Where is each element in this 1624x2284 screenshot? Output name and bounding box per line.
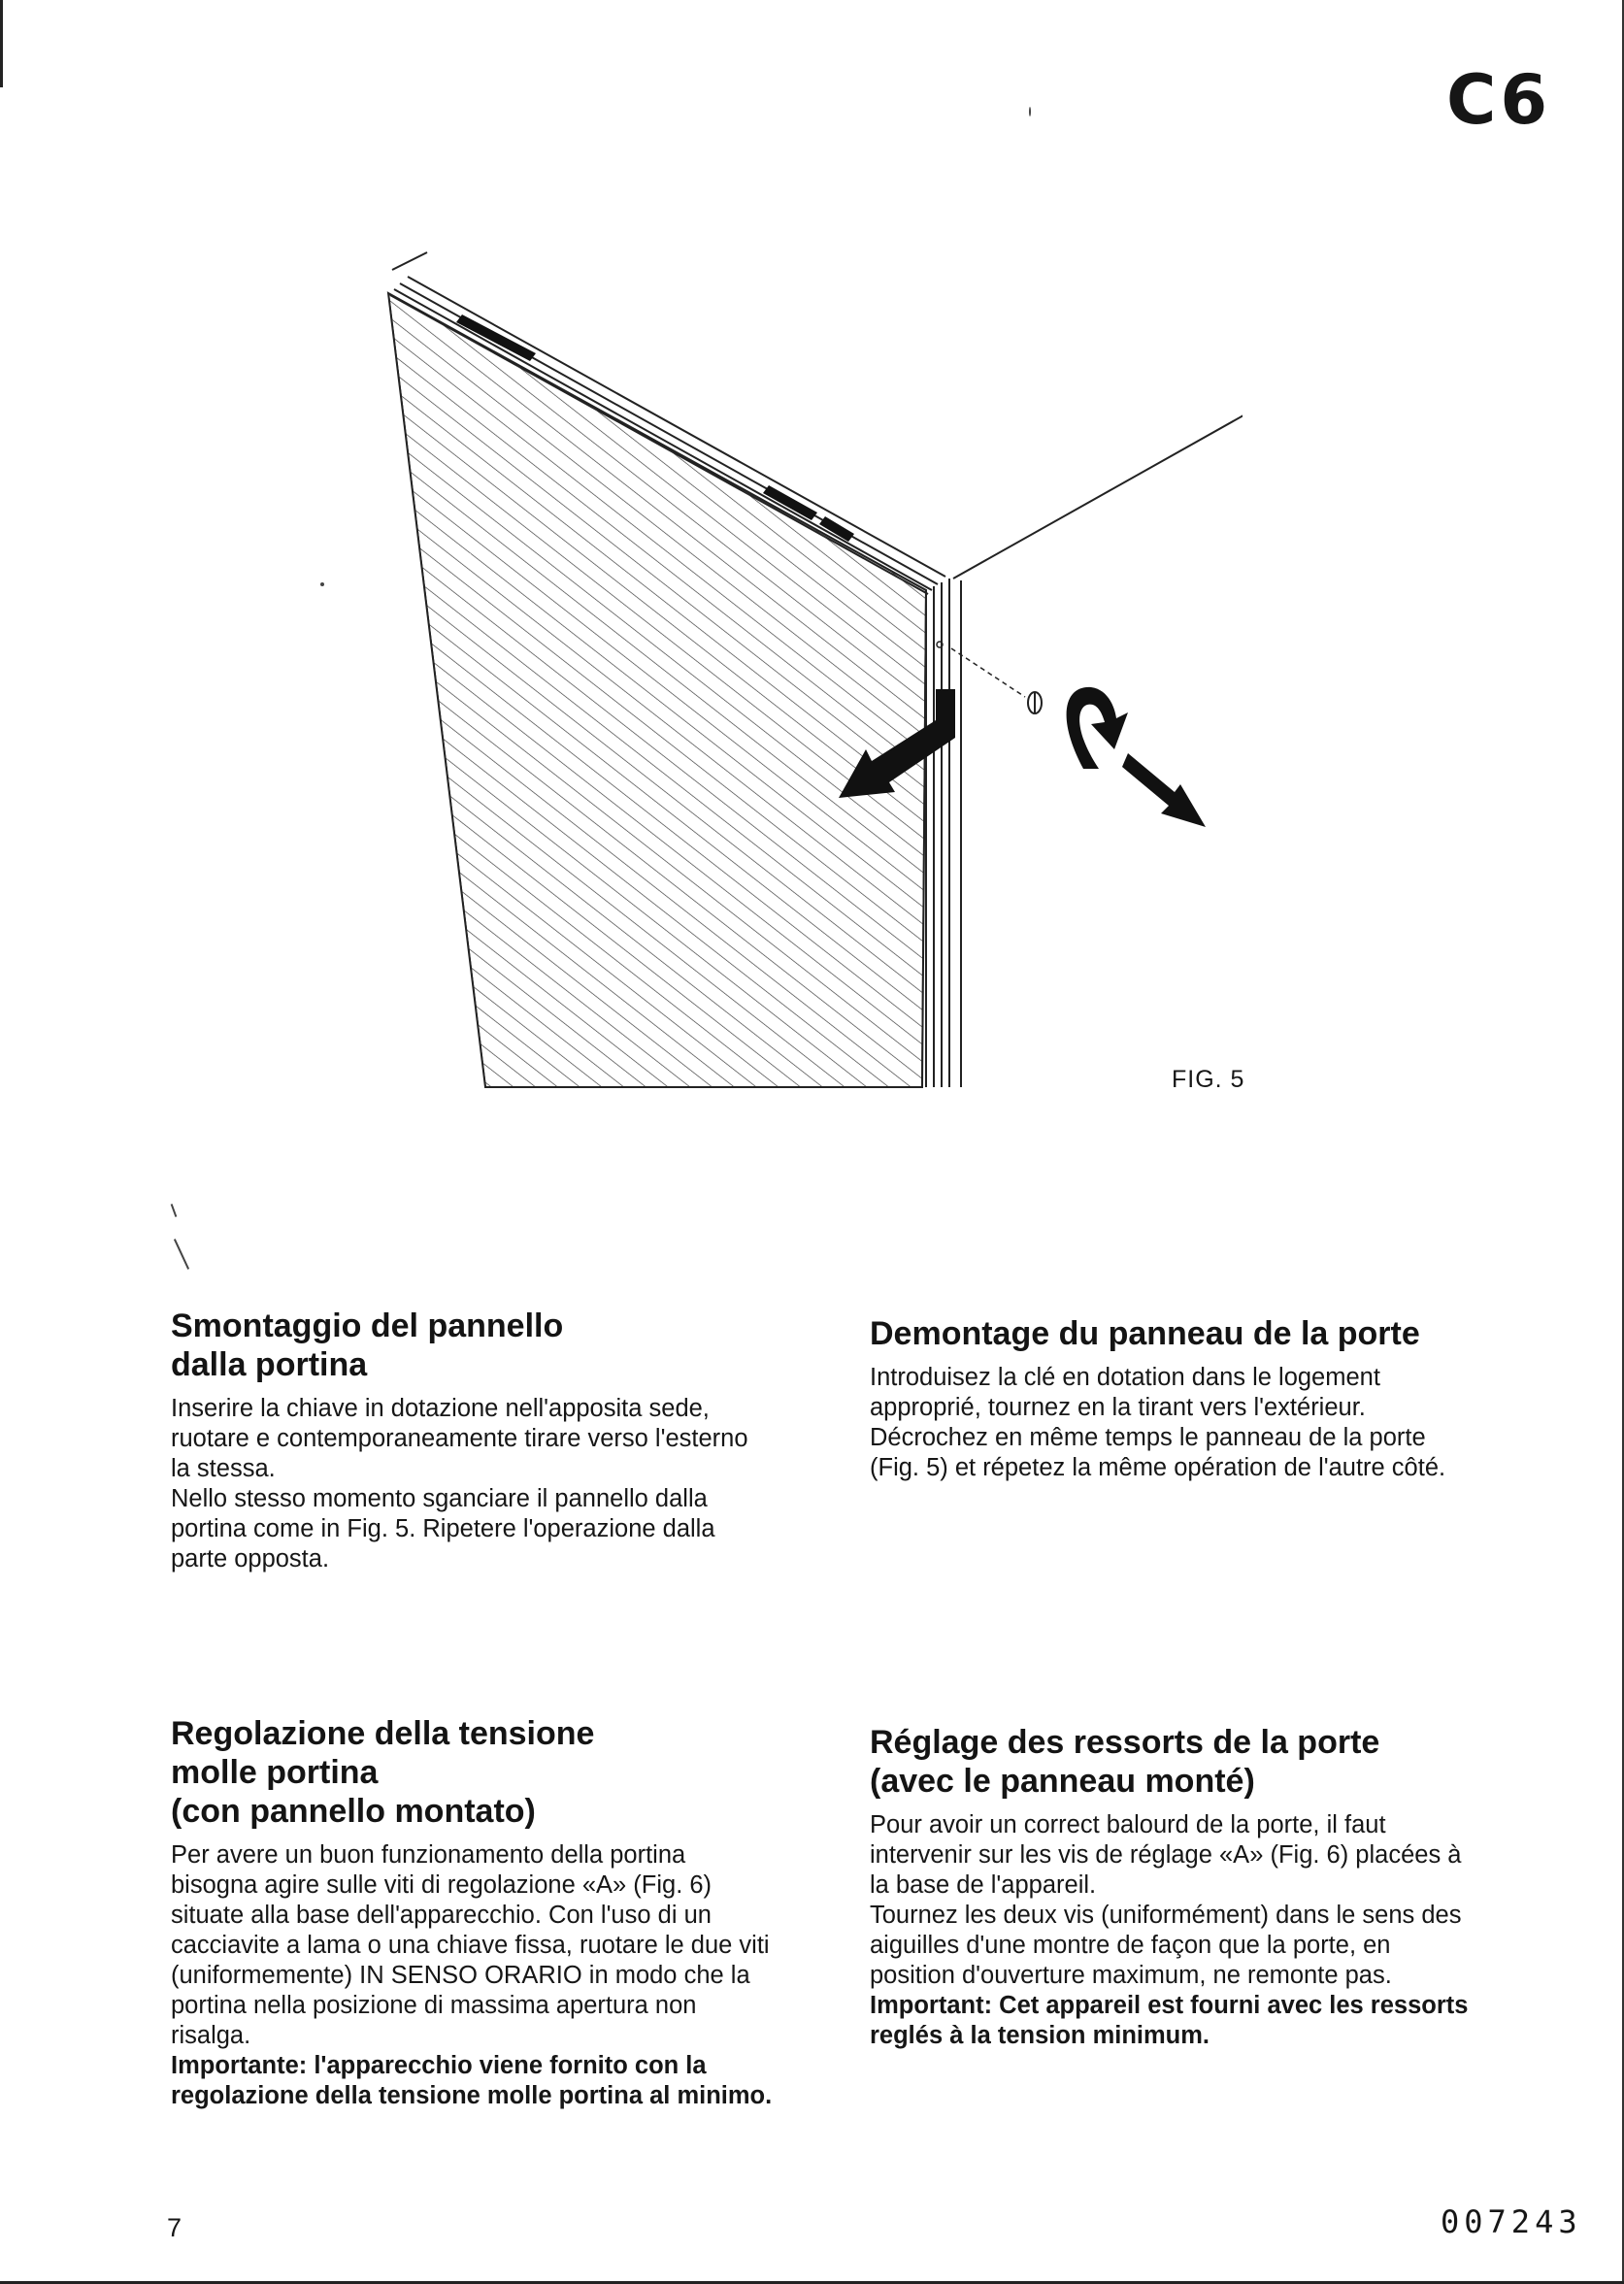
section-fr-panel-removal	[870, 1314, 1472, 1483]
figure-5	[369, 233, 1243, 1107]
door-panel-drawing	[369, 233, 1243, 1107]
section-it-spring-adjustment	[171, 1714, 773, 2111]
section-body: Tournez les deux vis (uniformément) dans le sens des aiguilles d'une montre de façon que la porte, en position d'ouverture maximum, ne remonte pas.	[870, 1902, 1462, 1989]
important-note: Importante: l'apparecchio viene fornito con la regolazione della tensione molle portina al minimo.	[171, 2052, 773, 2109]
section-title: Smontaggio del pannello dalla portina	[171, 1308, 564, 1383]
scan-speck	[174, 1239, 189, 1270]
section-body: Introduisez la clé en dotation dans le logement approprié, tournez en la tirant vers l'extérieur. Décrochez en même temps le panneau de la porte (Fig. 5) et répetez la même opération de l'autre côté.	[870, 1364, 1446, 1481]
scan-speck	[171, 1204, 178, 1217]
section-title: Réglage des ressorts de la porte (avec le panneau monté)	[870, 1724, 1380, 1800]
important-note: Important: Cet appareil est fourni avec les ressorts reglés à la tension minimum.	[870, 1992, 1469, 2049]
section-body: Per avere un buon funzionamento della portina bisogna agire sulle viti di regolazione «A» (Fig. 6) situate alla base dell'apparecchio. Con l'uso di un cacciavite a lama o una chiave fissa, ruotare le due viti (uniformemente) IN SENSO ORARIO in modo che la portina nella posizione di massima apertura non risalga.	[171, 1841, 770, 2049]
page-number: 7	[167, 2213, 182, 2242]
section-body: Inserire la chiave in dotazione nell'apposita sede, ruotare e contemporaneamente tirare verso l'esterno la stessa.	[171, 1395, 748, 1482]
scan-speck	[1029, 107, 1031, 116]
page-edge	[0, 0, 3, 87]
section-fr-spring-adjustment	[870, 1723, 1472, 2051]
rotate-arrow-icon	[1067, 687, 1128, 769]
key-icon	[1028, 692, 1042, 713]
section-it-panel-removal	[171, 1307, 773, 1574]
section-body: Pour avoir un correct balourd de la porte, il faut intervenir sur les vis de réglage «A» (Fig. 6) placées à la base de l'appareil.	[870, 1811, 1462, 1899]
scan-speck	[320, 582, 324, 586]
document-number: 007243	[1441, 2203, 1582, 2240]
section-body: Nello stesso momento sganciare il pannello dalla portina come in Fig. 5. Ripetere l'operazione dalla parte opposta.	[171, 1485, 715, 1572]
pull-arrow-icon	[1122, 753, 1206, 827]
section-title: Regolazione della tensione molle portina (con pannello montato)	[171, 1715, 595, 1830]
figure-caption: FIG. 5	[1172, 1066, 1245, 1093]
section-title: Demontage du panneau de la porte	[870, 1315, 1420, 1352]
page-code: C6	[1446, 60, 1552, 140]
